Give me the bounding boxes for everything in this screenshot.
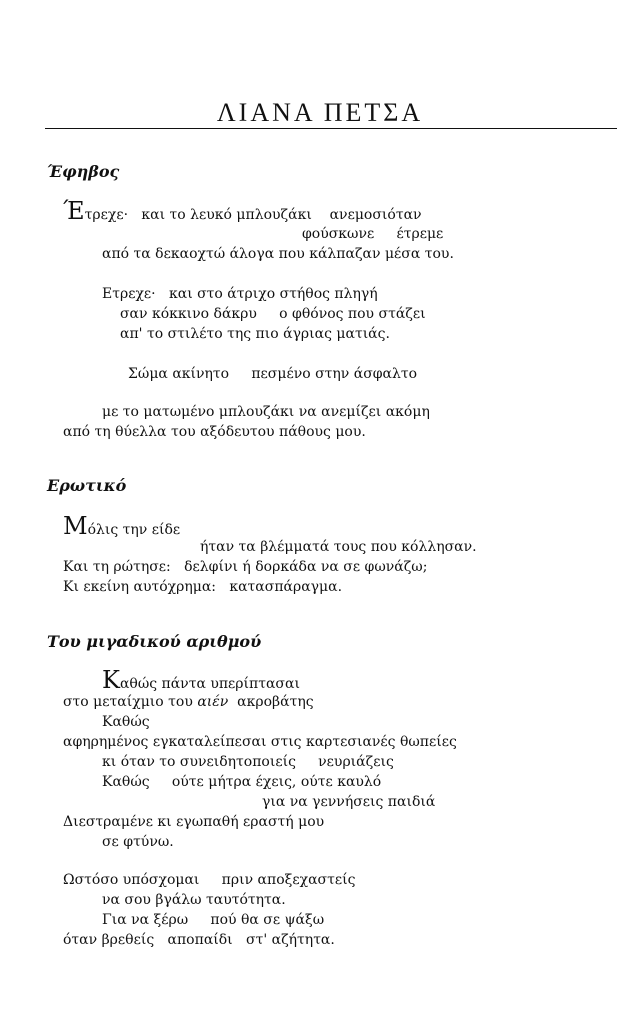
poem-title-migadikou: Του μιγαδικού αριθμού	[47, 632, 262, 651]
poem-line: ήταν τα βλέμματά τους που κόλλησαν.	[200, 539, 477, 555]
poem-line: από τα δεκαοχτώ άλογα που κάλπαζαν μέσα του.	[102, 246, 454, 262]
poem-line-text: όλις την είδε	[87, 522, 181, 538]
poem-line: Καθώς ούτε μήτρα έχεις, ούτε καυλό	[102, 774, 382, 790]
poem-line-text: αθώς πάντα υπερίπτασαι	[119, 676, 300, 692]
poem-line: να σου βγάλω ταυτότητα.	[102, 892, 286, 908]
poem-line	[63, 694, 314, 710]
italic-word: αιέν	[197, 694, 229, 710]
poem-line: κι όταν το συνειδητοποιείς νευριάζεις	[102, 754, 394, 770]
header-rule	[45, 128, 617, 129]
poem-line: Καθώς	[102, 714, 150, 730]
poem-line: Ωστόσο υπόσχομαι πριν αποξεχαστείς	[63, 872, 356, 888]
poem-line	[63, 514, 180, 538]
poem-line: με το ματωμένο μπλουζάκι να ανεμίζει ακόμη	[102, 404, 430, 420]
poem-line: Διεστραμένε κι εγωπαθή εραστή μου	[63, 814, 325, 830]
poem-line: Σώμα ακίνητο πεσμένο στην άσφαλτο	[128, 366, 418, 382]
poem-line: Κι εκείνη αυτόχρημα: κατασπάραγμα.	[63, 579, 343, 595]
poem-line	[63, 199, 422, 223]
drop-cap: Κ	[102, 666, 120, 694]
poem-title-efivos: Έφηβος	[47, 162, 120, 181]
poem-line: για να γεννήσεις παιδιά	[262, 794, 436, 810]
poem-line: απ' το στιλέτο της πιο άγριας ματιάς.	[120, 326, 390, 342]
page-title-author: ΛΙΑΝΑ ΠΕΤΣΑ	[216, 98, 424, 127]
poem-line: σαν κόκκινο δάκρυ ο φθόνος που στάζει	[120, 306, 426, 322]
poem-line-text: ακροβάτης	[228, 694, 314, 710]
poem-line	[102, 668, 300, 692]
poem-line: Ετρεχε· και στο άτριχο στήθος πληγή	[102, 286, 378, 302]
poem-line-text: στο μεταίχμιο του	[63, 694, 198, 710]
poem-line: σε φτύνω.	[102, 834, 174, 850]
drop-cap: Μ	[63, 512, 88, 540]
poem-title-erotiko: Ερωτικό	[47, 476, 127, 495]
drop-cap: Έ	[63, 197, 85, 225]
poem-line: όταν βρεθείς αποπαίδι στ' αζήτητα.	[63, 932, 335, 948]
poem-line: αφηρημένος εγκαταλείπεσαι στις καρτεσιανές θωπείες	[63, 734, 457, 750]
poem-line-text: τρεχε· και το λευκό μπλουζάκι ανεμοσιόταν	[84, 207, 422, 223]
poem-line: Για να ξέρω πού θα σε ψάξω	[102, 912, 325, 928]
poem-line: από τη θύελλα του αξόδευτου πάθους μου.	[63, 424, 366, 440]
poem-line: Και τη ρώτησε: δελφίνι ή δορκάδα να σε φωνάζω;	[63, 559, 428, 575]
poem-line: φούσκωνε έτρεμε	[302, 226, 444, 242]
